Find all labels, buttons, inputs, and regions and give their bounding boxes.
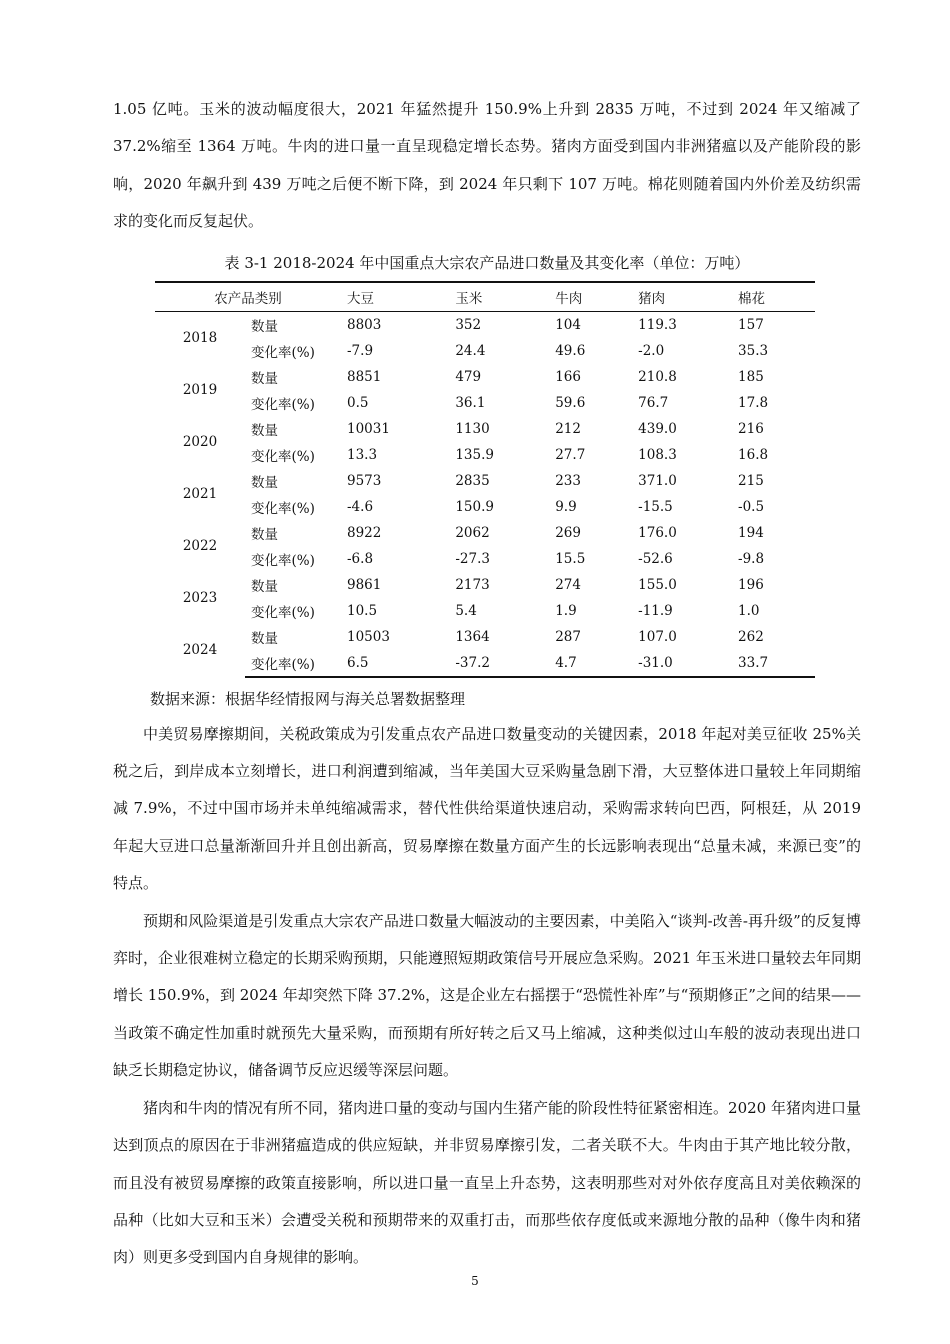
quantity-cell: 262: [738, 628, 764, 645]
rate-cell: 24.4: [455, 342, 486, 359]
table-row: [155, 546, 815, 572]
import-data-table: [155, 281, 815, 678]
rate-cell: -9.8: [738, 550, 765, 567]
quantity-cell: 155.0: [638, 576, 677, 593]
rate-cell: -2.0: [638, 342, 665, 359]
rate-cell: -52.6: [638, 550, 673, 567]
rate-cell: -0.5: [738, 498, 765, 515]
rate-cell: 13.3: [347, 446, 378, 463]
quantity-cell: 233: [555, 472, 581, 489]
header-corn: 玉米: [449, 282, 549, 312]
table-row: [155, 468, 815, 494]
rate-cell: 16.8: [738, 446, 769, 463]
quantity-cell: 196: [738, 576, 764, 593]
metric-label: 变化率(%): [251, 552, 315, 569]
quantity-cell: 8803: [347, 316, 382, 333]
table-row: [155, 390, 815, 416]
quantity-cell: 2835: [455, 472, 490, 489]
table-row: [155, 624, 815, 650]
rate-cell: 35.3: [738, 342, 769, 359]
quantity-cell: 439.0: [638, 420, 677, 437]
rate-cell: 150.9: [455, 498, 494, 515]
header-pork: 猪肉: [632, 282, 732, 312]
quantity-cell: 215: [738, 472, 764, 489]
quantity-cell: 1364: [455, 628, 490, 645]
table-row: [155, 311, 815, 338]
year-cell: 2023: [182, 589, 218, 606]
rate-cell: 6.5: [341, 650, 449, 677]
table-header-row: [155, 282, 815, 312]
quantity-cell: 1130: [455, 420, 490, 437]
rate-cell: -4.6: [347, 498, 374, 515]
quantity-cell: 194: [738, 524, 764, 541]
year-cell: 2022: [182, 537, 218, 554]
table-row: [155, 520, 815, 546]
metric-label: 变化率(%): [251, 396, 315, 413]
quantity-cell: 269: [555, 524, 581, 541]
quantity-cell: 10031: [347, 420, 390, 437]
metric-label: 变化率(%): [251, 604, 315, 621]
rate-cell: 17.8: [738, 394, 769, 411]
rate-cell: 27.7: [555, 446, 586, 463]
metric-label: 数量: [251, 422, 278, 439]
quantity-cell: 274: [555, 576, 581, 593]
quantity-cell: 9861: [347, 576, 382, 593]
rate-cell: 76.7: [638, 394, 669, 411]
metric-label: 数量: [251, 578, 278, 595]
rate-cell: 15.5: [555, 550, 586, 567]
year-cell: 2024: [182, 642, 218, 659]
quantity-cell: 8851: [347, 368, 382, 385]
header-soybean: 大豆: [341, 282, 449, 312]
rate-cell: 59.6: [555, 394, 586, 411]
table-row: [155, 416, 815, 442]
rate-cell: -31.0: [632, 650, 732, 677]
year-cell: 2018: [182, 329, 218, 346]
body-paragraph-expectation-risk: 预期和风险渠道是引发重点大宗农产品进口数量大幅波动的主要因素，中美陷入“谈判-改善-再升级”的反复博弈时，企业很难树立稳定的长期采购预期，只能遵照短期政策信号开展应急采购。2021 年玉米进口量较去年同期增长 150.9%，到 2024 年却突然下降 37.2%，这是企业左右摇摆于“恐慌性补库”与“预期修正”之间的结果——当政策不确定性加重时就预先大量采购，而预期有所好转之后又马上缩减，这种类似过山车般的波动表现出进口缺乏长期稳定协议，储备调节反应迟缓等深层问题。: [113, 911, 861, 1080]
quantity-cell: 479: [455, 368, 482, 385]
quantity-cell: 107.0: [638, 628, 677, 645]
quantity-cell: 104: [555, 316, 581, 333]
rate-cell: -7.9: [347, 342, 374, 359]
rate-cell: 49.6: [555, 342, 586, 359]
header-cotton: 棉花: [732, 282, 815, 312]
year-cell: 2021: [182, 485, 218, 502]
metric-label: 数量: [251, 370, 278, 387]
table-row: [155, 364, 815, 390]
metric-label: 变化率(%): [251, 448, 315, 465]
table-source-note: 数据来源：根据华经情报网与海关总署数据整理: [150, 689, 466, 708]
quantity-cell: 2062: [455, 524, 490, 541]
table-caption: 表 3-1 2018-2024 年中国重点大宗农产品进口数量及其变化率（单位：万吨）: [224, 253, 750, 272]
quantity-cell: 119.3: [638, 316, 677, 333]
quantity-cell: 210.8: [638, 368, 677, 385]
rate-cell: -37.2: [449, 650, 549, 677]
rate-cell: 5.4: [455, 602, 477, 619]
body-paragraph-trade-friction: 中美贸易摩擦期间，关税政策成为引发重点农产品进口数量变动的关键因素，2018 年起对美豆征收 25%关税之后，到岸成本立刻增长，进口利润遭到缩减，当年美国大豆采购量急剧下滑，大豆整体进口量较上年同期缩减 7.9%，不过中国市场并未单纯缩减需求，替代性供给渠道快速启动，采购需求转向巴西，阿根廷，从 2019 年起大豆进口总量渐渐回升并且创出新高，贸易摩擦在数量方面产生的长远影响表现出“总量未减，来源已变”的特点。: [113, 724, 861, 893]
quantity-cell: 8922: [347, 524, 382, 541]
page-content: [113, 91, 861, 1277]
rate-cell: -11.9: [638, 602, 673, 619]
rate-cell: 4.7: [549, 650, 632, 677]
quantity-cell: 10503: [347, 628, 390, 645]
quantity-cell: 287: [555, 628, 581, 645]
quantity-cell: 185: [738, 368, 764, 385]
table-row: [155, 494, 815, 520]
table-row: [155, 598, 815, 624]
metric-label: 变化率(%): [251, 500, 315, 517]
table-body: [155, 311, 815, 677]
quantity-cell: 2173: [455, 576, 490, 593]
header-category: 农产品类别: [155, 282, 341, 312]
quantity-cell: 157: [738, 316, 764, 333]
body-paragraph-top: 1.05 亿吨。玉米的波动幅度很大，2021 年猛然提升 150.9%上升到 2835 万吨，不过到 2024 年又缩减了 37.2%缩至 1364 万吨。牛肉的进口量一直呈现稳定增长态势。猪肉方面受到国内非洲猪瘟以及产能阶段的影响，2020 年飙升到 439 万吨之后便不断下降，到 2024 年只剩下 107 万吨。棉花则随着国内外价差及纺织需求的变化而反复起伏。: [113, 100, 861, 231]
rate-cell: 135.9: [455, 446, 494, 463]
quantity-cell: 371.0: [638, 472, 677, 489]
rate-cell: 1.9: [555, 602, 577, 619]
metric-label: 变化率(%): [251, 344, 315, 361]
quantity-cell: 166: [555, 368, 581, 385]
rate-cell: 0.5: [347, 394, 369, 411]
year-cell: 2020: [182, 433, 218, 450]
header-beef: 牛肉: [549, 282, 632, 312]
rate-cell: 108.3: [638, 446, 677, 463]
metric-label: 数量: [251, 318, 278, 335]
table-row: [155, 650, 815, 677]
metric-label: 变化率(%): [245, 650, 341, 677]
quantity-cell: 9573: [347, 472, 382, 489]
rate-cell: -6.8: [347, 550, 374, 567]
quantity-cell: 212: [555, 420, 581, 437]
rate-cell: -15.5: [638, 498, 673, 515]
quantity-cell: 216: [738, 420, 764, 437]
metric-label: 数量: [251, 630, 278, 647]
body-paragraph-pork-beef: 猪肉和牛肉的情况有所不同，猪肉进口量的变动与国内生猪产能的阶段性特征紧密相连。2020 年猪肉进口量达到顶点的原因在于非洲猪瘟造成的供应短缺，并非贸易摩擦引发，二者关联不大。牛肉由于其产地比较分散，而且没有被贸易摩擦的政策直接影响，所以进口量一直呈上升态势，这表明那些对对外依存度高且对美依赖深的品种（比如大豆和玉米）会遭受关税和预期带来的双重打击，而那些依存度低或来源地分散的品种（像牛肉和猪肉）则更多受到国内自身规律的影响。: [113, 1098, 861, 1267]
rate-cell: 1.0: [738, 602, 760, 619]
page-number: 5: [471, 1274, 479, 1288]
rate-cell: 9.9: [555, 498, 577, 515]
metric-label: 数量: [251, 474, 278, 491]
rate-cell: 36.1: [455, 394, 486, 411]
table-row: [155, 338, 815, 364]
quantity-cell: 352: [455, 316, 482, 333]
table-row: [155, 572, 815, 598]
quantity-cell: 176.0: [638, 524, 677, 541]
table-row: [155, 442, 815, 468]
rate-cell: 10.5: [347, 602, 378, 619]
rate-cell: 33.7: [732, 650, 815, 677]
rate-cell: -27.3: [455, 550, 490, 567]
year-cell: 2019: [182, 381, 218, 398]
metric-label: 数量: [251, 526, 278, 543]
